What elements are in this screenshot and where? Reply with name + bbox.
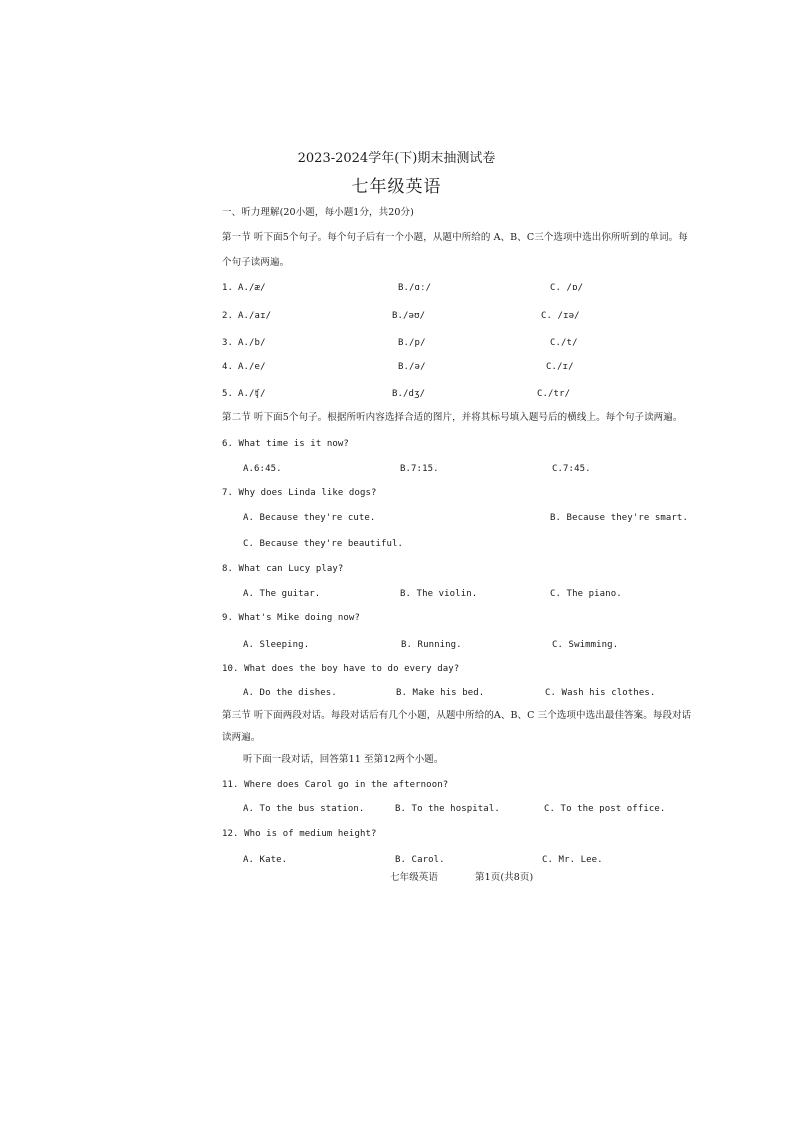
- option-c: C./t/: [550, 338, 578, 348]
- option-b: B. Carol.: [395, 855, 445, 865]
- option-c: C. /ɪə/: [541, 311, 580, 321]
- option-a: A. Sleeping.: [243, 640, 310, 650]
- question-number: 2.: [222, 311, 234, 321]
- option-a: A. The guitar.: [243, 589, 321, 599]
- option-b: B./əʊ/: [392, 311, 426, 321]
- question-stem: 8. What can Lucy play?: [222, 564, 344, 574]
- option-b: B./p/: [398, 338, 426, 348]
- option-b: B. Running.: [401, 640, 462, 650]
- option-a: A. To the bus station.: [243, 804, 365, 814]
- section3-instruction: 第三节 听下面两段对话。每段对话后有几个小题，从题中所给的A、B、C 三个选项中选出最佳答案。每段对话: [222, 710, 692, 721]
- section2-instruction: 第二节 听下面5个句子。根据所听内容选择合适的图片，并将其标号填入题号后的横线上。每个句子读两遍。: [222, 412, 683, 423]
- option-b: B.7:15.: [400, 464, 439, 474]
- question-number: 3.: [222, 338, 234, 348]
- option-b: B. To the hospital.: [395, 804, 500, 814]
- option-a: A. Do the dishes.: [243, 688, 337, 698]
- option-b: B. The violin.: [400, 589, 478, 599]
- option-a: A./ʧ/: [238, 389, 266, 399]
- question-stem: 11. Where does Carol go in the afternoon?: [222, 780, 449, 790]
- exam-title: 2023-2024学年(下)期末抽测试卷: [297, 151, 496, 166]
- option-c: C./ɪ/: [546, 362, 574, 372]
- section1-instruction-cont: 个句子读两遍。: [222, 257, 290, 268]
- option-a: A./e/: [238, 362, 266, 372]
- option-c: C. Because they're beautiful.: [243, 539, 404, 549]
- section3-sub-instruction: 听下面一段对话，回答第11 至第12两个小题。: [243, 754, 444, 765]
- question-stem: 6. What time is it now?: [222, 439, 349, 449]
- option-b: B. Because they're smart.: [550, 513, 688, 523]
- option-a: A. Because they're cute.: [243, 513, 376, 523]
- option-b: B./dʒ/: [392, 389, 426, 399]
- option-a: A./aɪ/: [238, 311, 272, 321]
- question-number: 1.: [222, 283, 234, 293]
- part1-heading: 一、听力理解(20小题，每小题1分，共20分): [222, 207, 414, 218]
- option-b: B. Make his bed.: [396, 688, 485, 698]
- footer-page-info: 第1页(共8页): [475, 872, 534, 883]
- option-a: A.6:45.: [243, 464, 282, 474]
- option-c: C. To the post office.: [544, 804, 666, 814]
- section1-instruction: 第一节 听下面5个句子。每个句子后有一个小题，从题中所给的 A、B、C三个选项中选出你所听到的单词。每: [222, 232, 688, 243]
- question-stem: 12. Who is of medium height?: [222, 829, 377, 839]
- question-number: 4.: [222, 362, 234, 372]
- option-a: A./b/: [238, 338, 266, 348]
- question-stem: 10. What does the boy have to do every day?: [222, 664, 460, 674]
- option-c: C. Wash his clothes.: [545, 688, 656, 698]
- option-c: C. The piano.: [550, 589, 622, 599]
- question-stem: 9. What's Mike doing now?: [222, 613, 360, 623]
- section3-instruction-cont: 读两遍。: [222, 732, 261, 743]
- footer-subject: 七年级英语: [390, 872, 439, 883]
- question-stem: 7. Why does Linda like dogs?: [222, 488, 377, 498]
- option-a: A. Kate.: [243, 855, 288, 865]
- option-c: C. Mr. Lee.: [542, 855, 603, 865]
- option-c: C./tr/: [537, 389, 571, 399]
- option-b: B./ɑː/: [398, 283, 432, 293]
- option-a: A./æ/: [238, 283, 266, 293]
- option-b: B./ə/: [398, 362, 426, 372]
- option-c: C. Swimming.: [552, 640, 619, 650]
- question-number: 5.: [222, 389, 234, 399]
- option-c: C.7:45.: [552, 464, 591, 474]
- subject-title: 七年级英语: [351, 177, 442, 197]
- option-c: C. /ɒ/: [550, 283, 584, 293]
